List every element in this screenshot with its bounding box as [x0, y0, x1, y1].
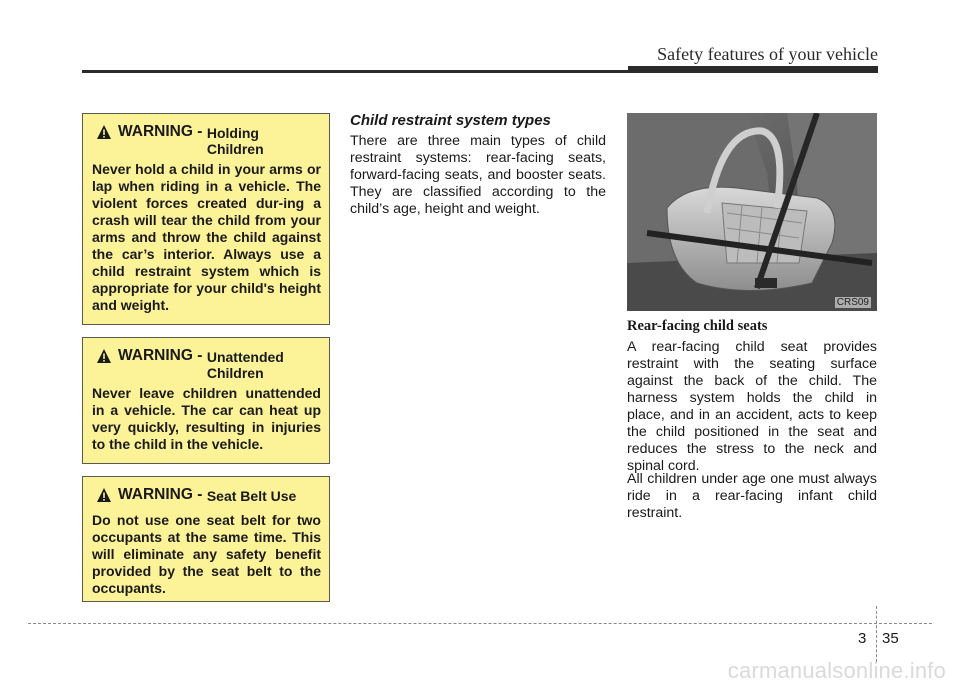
rear-facing-child-seat-illustration	[627, 113, 877, 311]
page-header-title: Safety features of your vehicle	[657, 44, 878, 64]
warning-topic-line2: Children	[206, 365, 264, 381]
watermark: carmanualsonline.info	[727, 658, 946, 683]
warning-body: Do not use one seat belt for two occupants at the same time. This will eliminate any safety benefit provided by the seat belt to the occupants.	[92, 512, 321, 596]
warning-heading	[92, 486, 321, 508]
warning-topic-line1: Unattended	[206, 349, 284, 365]
section-intro: There are three main types of child restraint systems: rear-facing seats, forward-facing seats, and booster seats. They are classified according to the child’s age, height and weight.	[350, 133, 606, 217]
warning-topic	[207, 349, 284, 381]
chapter-number: 3	[858, 630, 867, 647]
page-number-divider	[876, 606, 877, 662]
warning-box-holding-children	[82, 113, 330, 325]
warning-topic-line1: Holding	[206, 125, 259, 141]
figure-caption: CRS09	[836, 297, 869, 308]
warning-box-unattended-children	[82, 337, 330, 464]
warning-box-seat-belt-use	[82, 476, 330, 602]
warning-triangle-icon	[96, 487, 112, 503]
warning-word: WARNING -	[118, 347, 203, 364]
header-rule-accent	[628, 66, 878, 72]
child-seat-photo	[627, 113, 877, 311]
warning-word: WARNING -	[118, 123, 203, 140]
warning-body: Never leave children unattended in a vehicle. The car can heat up very quickly, resulting in injuries to the child in the vehicle.	[92, 385, 321, 452]
warning-heading	[92, 347, 321, 381]
rear-facing-paragraph-2: All children under age one must always ride in a rear-facing infant child restraint.	[627, 471, 877, 521]
warning-word: WARNING -	[118, 486, 203, 503]
page-number: 35	[882, 630, 899, 647]
warning-triangle-icon	[96, 124, 112, 140]
warning-heading	[92, 123, 321, 157]
footer-rule	[28, 623, 932, 624]
warning-topic: Seat Belt Use	[206, 488, 297, 504]
warning-topic-line2: Children	[206, 141, 264, 157]
warning-triangle-icon	[96, 348, 112, 364]
warning-topic	[207, 125, 264, 157]
warning-body: Never hold a child in your arms or lap when riding in a vehicle. The violent forces created dur-ing a crash will tear the child from your arms and throw the child against the car’s interior. Always use a child restraint system which is appropriate for your child's height and weight.	[92, 161, 321, 313]
rear-facing-paragraph-1: A rear-facing child seat provides restraint with the seating surface against the back of the child. The harness system holds the child in place, and in an accident, acts to keep the child positioned in the seat and reduces the stress to the neck and spinal cord.	[627, 339, 877, 474]
rear-facing-heading: Rear-facing child seats	[627, 318, 768, 334]
section-title: Child restraint system types	[350, 112, 551, 129]
